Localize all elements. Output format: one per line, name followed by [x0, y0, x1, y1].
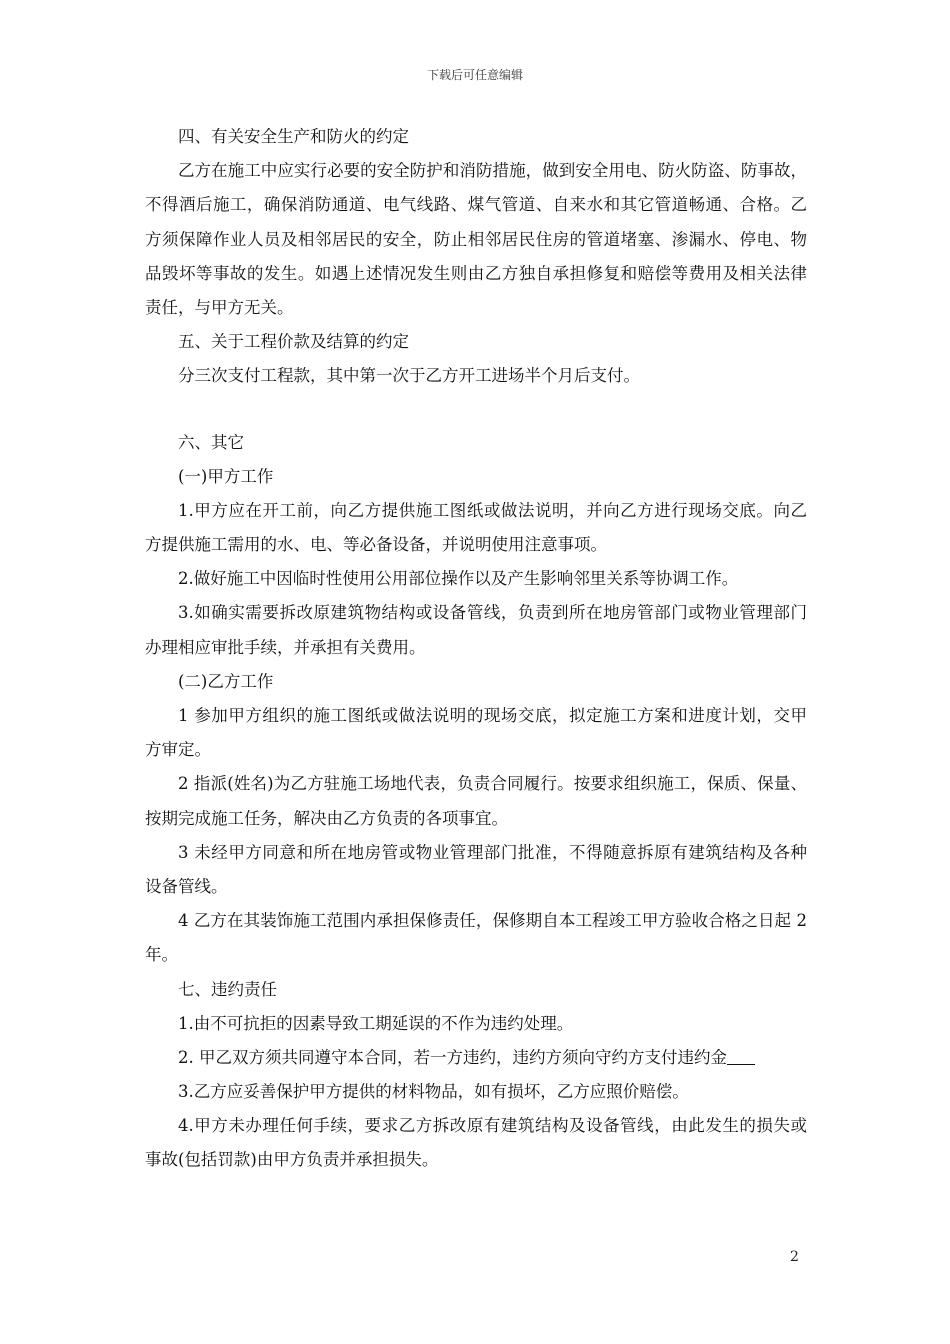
paragraph-line: 按期完成施工任务，解决由乙方负责的各项事宜。	[145, 808, 508, 828]
paragraph-line: 1.甲方应在开工前，向乙方提供施工图纸或做法说明，并向乙方进行现场交底。向乙	[178, 500, 807, 520]
paragraph-line: 年。	[145, 945, 178, 965]
paragraph-line: 4.甲方未办理任何手续，要求乙方拆改原有建筑结构及设备管线，由此发生的损失或	[178, 1116, 807, 1136]
paragraph-line: 方提供施工需用的水、电、等必备设备，并说明使用注意事项。	[145, 535, 607, 555]
subsection-heading: (二)乙方工作	[178, 671, 274, 691]
section-heading: 四、有关安全生产和防火的约定	[178, 127, 409, 146]
paragraph-line: 设备管线。	[145, 876, 228, 896]
paragraph-line: 不得酒后施工，确保消防通道、电气线路、煤气管道、自来水和其它管道畅通、合格。乙	[145, 195, 807, 215]
fill-in-blank	[727, 1048, 755, 1065]
paragraph-line: 方审定。	[145, 740, 211, 760]
paragraph-line: 1.由不可抗拒的因素导致工期延误的不作为违约处理。	[178, 1013, 574, 1033]
document-body	[145, 120, 807, 1178]
section-heading: 六、其它	[178, 432, 244, 452]
paragraph-line: 责任，与甲方无关。	[145, 297, 294, 317]
paragraph-text: 2. 甲乙双方须共同遵守本合同，若一方违约，违约方须向守约方支付违约金	[178, 1047, 727, 1067]
paragraph-line: 方须保障作业人员及相邻居民的安全，防止相邻居民住房的管道堵塞、渗漏水、停电、物	[145, 229, 807, 249]
paragraph-line: 分三次支付工程款，其中第一次于乙方开工进场半个月后支付。	[178, 366, 640, 386]
section-heading: 五、关于工程价款及结算的约定	[178, 332, 409, 352]
page-number: 2	[790, 1249, 799, 1265]
page-header: 下载后可任意编辑	[426, 68, 523, 82]
paragraph-line: 办理相应审批手续，并承担有关费用。	[145, 637, 426, 657]
paragraph-line: 2 指派(姓名)为乙方驻施工场地代表，负责合同履行。按要求组织施工，保质、保量、	[178, 774, 807, 794]
paragraph-line: 2.做好施工中因临时性使用公用部位操作以及产生影响邻里关系等协调工作。	[178, 569, 739, 589]
paragraph-line: 4 乙方在其装饰施工范围内承担保修责任，保修期自本工程竣工甲方验收合格之日起 2	[178, 911, 807, 931]
paragraph-line	[145, 1041, 807, 1075]
subsection-heading: (一)甲方工作	[178, 466, 274, 486]
paragraph-line: 3.如确实需要拆改原建筑物结构或设备管线，负责到所在地房管部门或物业管理部门	[178, 603, 807, 623]
paragraph-line: 1 参加甲方组织的施工图纸或做法说明的现场交底，拟定施工方案和进度计划，交甲	[178, 706, 807, 725]
paragraph-line: 事故(包括罚款)由甲方负责并承担损失。	[145, 1150, 439, 1170]
section-heading: 七、违约责任	[178, 979, 277, 999]
paragraph-line: 乙方在施工中应实行必要的安全防护和消防措施，做到安全用电、防火防盗、防事故，	[178, 161, 807, 181]
spacer	[145, 394, 807, 426]
paragraph-line: 品毁坏等事故的发生。如遇上述情况发生则由乙方独自承担修复和赔偿等费用及相关法律	[145, 263, 807, 283]
paragraph-line: 3 未经甲方同意和所在地房管或物业管理部门批准，不得随意拆原有建筑结构及各种	[178, 842, 807, 862]
paragraph-line: 3.乙方应妥善保护甲方提供的材料物品，如有损坏，乙方应照价赔偿。	[178, 1082, 689, 1102]
